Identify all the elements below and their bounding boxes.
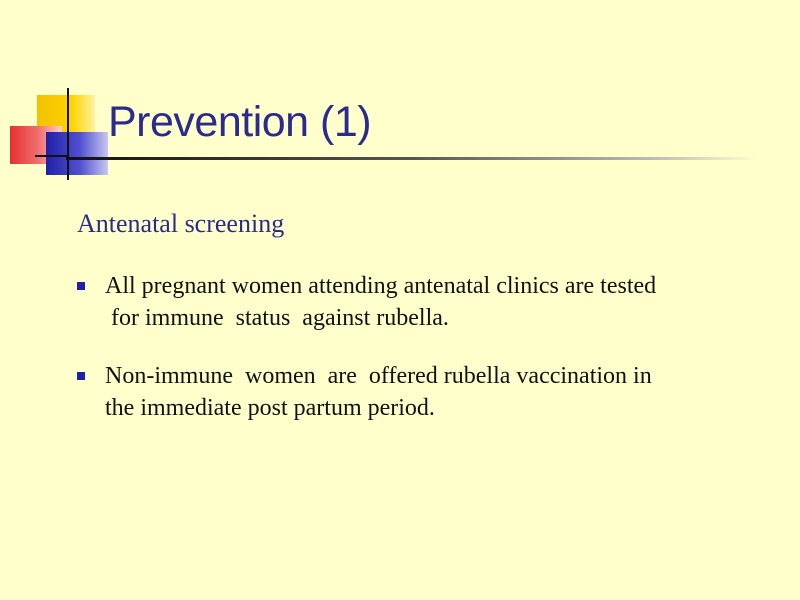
- bullet-line: for immune status against rubella.: [105, 305, 449, 331]
- bullet-line: Non-immune women are offered rubella vaccination in: [105, 363, 652, 389]
- logo-vertical-line: [67, 88, 69, 180]
- slide-title: Prevention (1): [108, 98, 372, 146]
- bullet-item: [77, 270, 757, 334]
- bullet-list: [77, 270, 757, 450]
- bullet-item: [77, 360, 757, 424]
- decorative-squares-logo: [0, 0, 120, 190]
- bullet-square-icon: [77, 282, 85, 290]
- bullet-line: the immediate post partum period.: [105, 395, 435, 421]
- bullet-square-icon: [77, 372, 85, 380]
- blue-square: [46, 132, 108, 175]
- subheading: Antenatal screening: [77, 209, 285, 238]
- title-underline: [66, 157, 758, 160]
- logo-horizontal-line: [35, 155, 69, 157]
- bullet-line: All pregnant women attending antenatal clinics are tested: [105, 273, 657, 299]
